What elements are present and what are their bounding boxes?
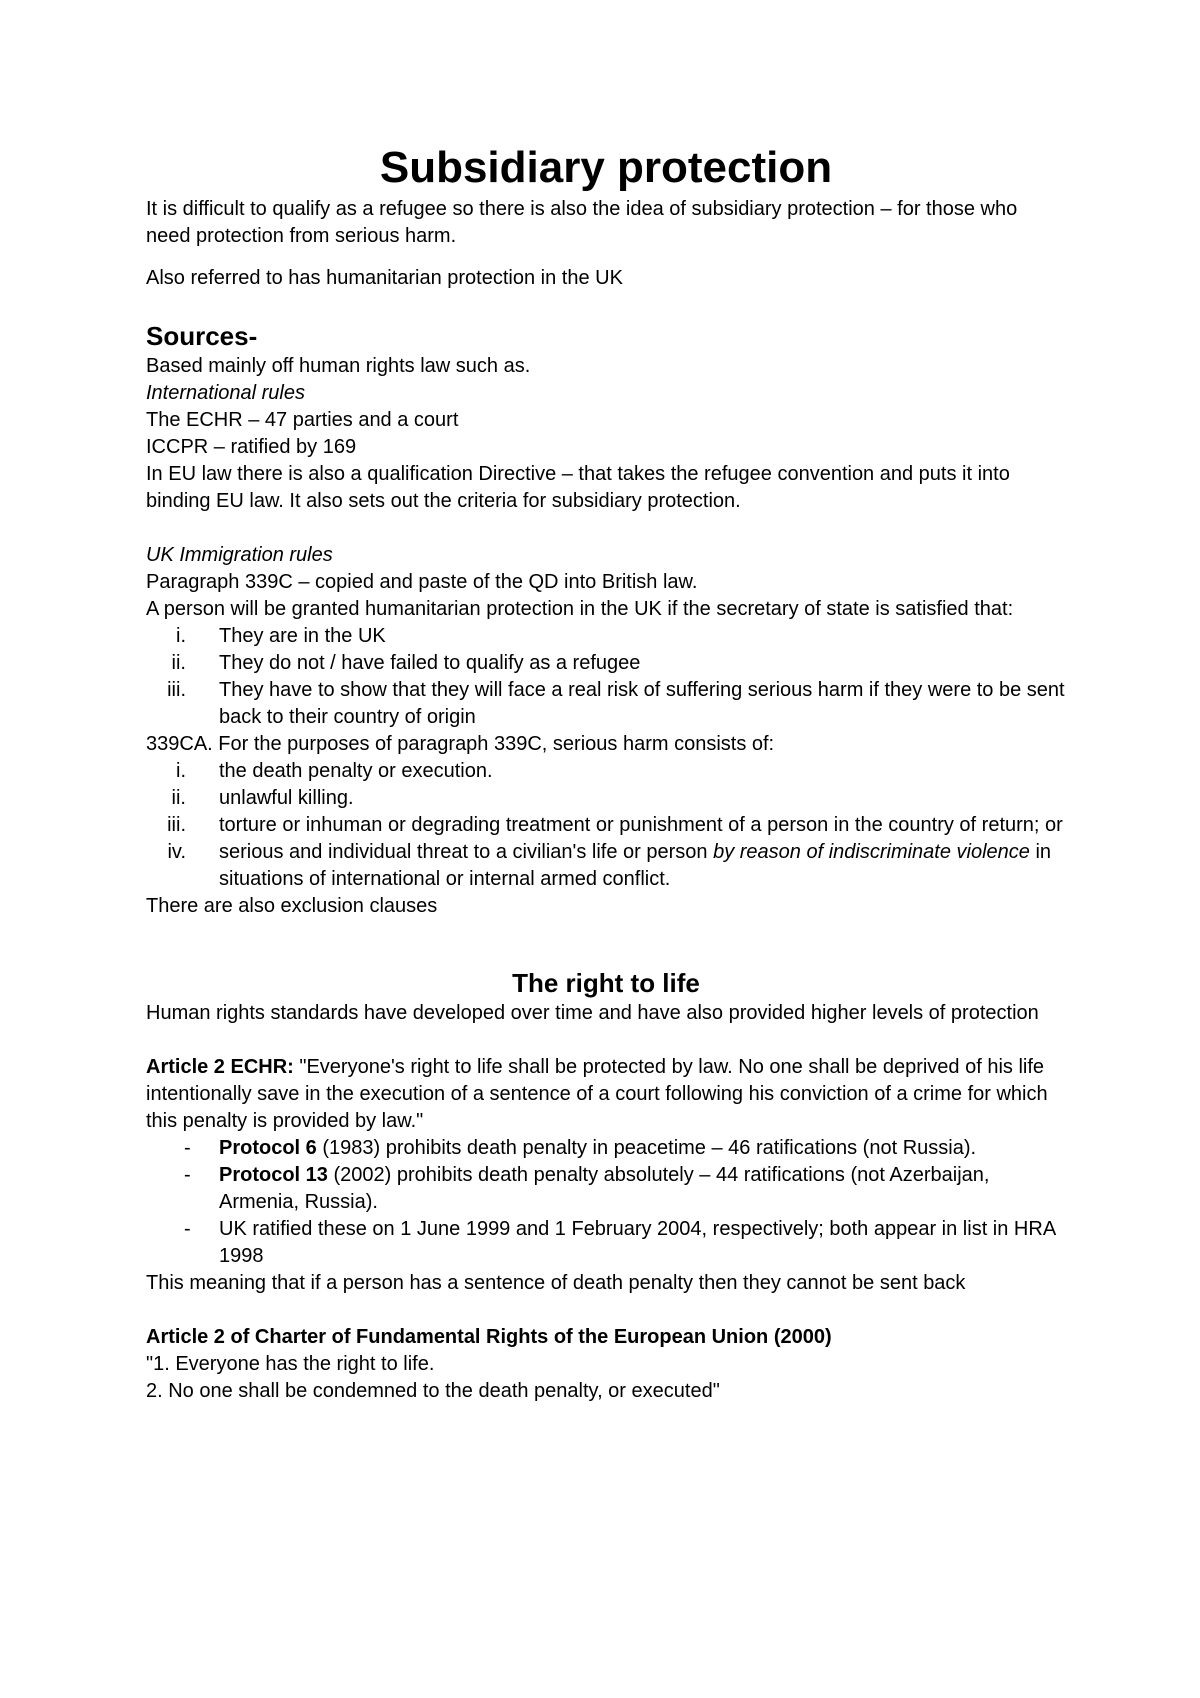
intro-paragraph-2: Also referred to has humanitarian protection in the UK — [146, 267, 623, 289]
right-to-life-heading: The right to life — [512, 968, 700, 998]
document-title: Subsidiary protection — [379, 143, 833, 192]
conditions-list — [146, 623, 1066, 731]
iccpr-line: ICCPR – ratified by 169 — [146, 436, 357, 458]
sources-heading: Sources- — [146, 321, 258, 351]
intro-paragraph: It is difficult to qualify as a refugee so there is also the idea of subsidiary protection – for those who need protection from serious harm. — [146, 198, 1018, 247]
list-item: i. They are in the UK — [176, 625, 386, 647]
charter-line-2: 2. No one shall be condemned to the death penalty, or executed" — [146, 1380, 720, 1402]
list-item: iv. serious and individual threat to a civilian's life or person by reason of indiscriminate violence in situations of international or internal armed conflict. — [167, 841, 1052, 890]
international-rules-label: International rules — [146, 382, 305, 404]
list-item: - Protocol 6 (1983) prohibits death penalty in peacetime – 46 ratifications (not Russia). — [184, 1137, 977, 1159]
document-page — [146, 140, 1066, 1405]
list-item: ii. They do not / have failed to qualify as a refugee — [171, 652, 641, 674]
right-to-life-intro: Human rights standards have developed over time and have also provided higher levels of protection — [146, 1002, 1039, 1024]
eu-law-paragraph: In EU law there is also a qualification Directive – that takes the refugee convention and puts it into binding EU law. It also sets out the criteria for subsidiary protection. — [146, 463, 1010, 512]
article-2-echr: Article 2 ECHR: "Everyone's right to life shall be protected by law. No one shall be deprived of his life intentionally save in the execution of a sentence of a court following his conviction of a crime for which this penalty is provided by law." — [146, 1056, 1048, 1132]
list-item: i. the death penalty or execution. — [176, 760, 493, 782]
list-item: iii. torture or inhuman or degrading treatment or punishment of a person in the country of return; or — [167, 814, 1063, 836]
list-item: - UK ratified these on 1 June 1999 and 1 February 2004, respectively; both appear in list in HRA 1998 — [184, 1218, 1056, 1267]
paragraph-339ca: 339CA. For the purposes of paragraph 339C, serious harm consists of: — [146, 733, 775, 755]
meaning-line: This meaning that if a person has a sentence of death penalty then they cannot be sent back — [146, 1272, 966, 1294]
charter-heading: Article 2 of Charter of Fundamental Rights of the European Union (2000) — [146, 1326, 832, 1348]
exclusion-line: There are also exclusion clauses — [146, 895, 438, 917]
paragraph-339c: Paragraph 339C – copied and paste of the QD into British law. — [146, 571, 698, 593]
granted-paragraph: A person will be granted humanitarian protection in the UK if the secretary of state is satisfied that: — [146, 598, 1014, 620]
uk-rules-label: UK Immigration rules — [146, 544, 333, 566]
protocol-list — [146, 1135, 1066, 1270]
sources-line: Based mainly off human rights law such as. — [146, 355, 531, 377]
list-item: ii. unlawful killing. — [171, 787, 354, 809]
charter-line-1: "1. Everyone has the right to life. — [146, 1353, 435, 1375]
echr-line: The ECHR – 47 parties and a court — [146, 409, 459, 431]
list-item: - Protocol 13 (2002) prohibits death penalty absolutely – 44 ratifications (not Azerbaijan, Armenia, Russia). — [184, 1164, 990, 1213]
serious-harm-list — [146, 758, 1066, 893]
list-item: iii. They have to show that they will face a real risk of suffering serious harm if they were to be sent back to their country of origin — [167, 679, 1065, 728]
